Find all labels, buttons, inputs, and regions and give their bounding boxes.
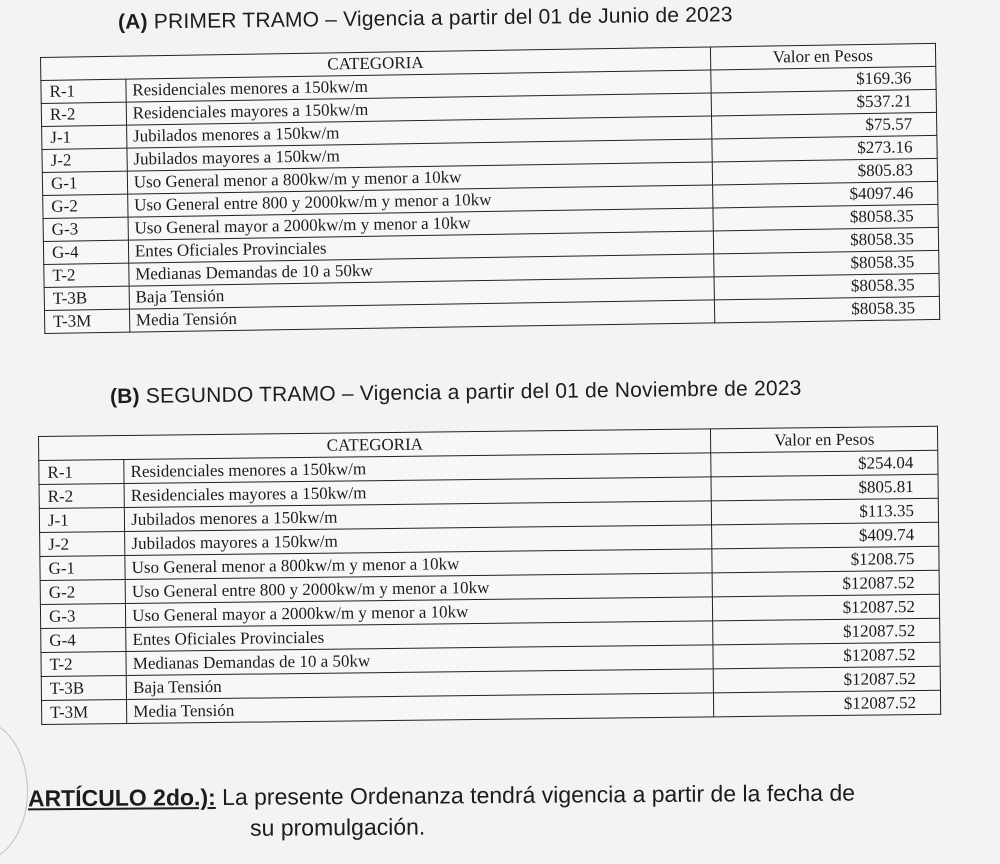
section-b-title — [110, 377, 802, 409]
category-description: Media Tensión — [129, 300, 714, 332]
header-valor: Valor en Pesos — [710, 43, 936, 70]
category-code: J-2 — [42, 148, 127, 172]
category-code: R-2 — [39, 484, 124, 509]
category-value: $537.21 — [711, 89, 937, 116]
category-value: $12087.52 — [714, 690, 941, 717]
category-code: J-1 — [39, 508, 124, 533]
category-value: $8058.35 — [713, 204, 939, 231]
category-description: Uso General mayor a 2000kw/m y menor a 10kw — [128, 208, 713, 240]
category-description: Uso General mayor a 2000kw/m y menor a 10kw — [126, 597, 714, 628]
category-code: T-2 — [44, 263, 129, 287]
tariff-table-primer-tramo — [40, 43, 940, 334]
category-code: T-2 — [41, 652, 126, 677]
category-value: $8058.35 — [714, 296, 940, 323]
category-code: T-3B — [44, 286, 129, 310]
articulo-text-line1: La presente Ordenanza tendrá vigencia a partir de la fecha de — [222, 779, 856, 810]
category-description: Jubilados mayores a 150kw/m — [125, 525, 713, 556]
articulo-text-line2: su promulgación. — [250, 813, 426, 841]
category-description: Jubilados mayores a 150kw/m — [127, 139, 712, 171]
header-valor: Valor en Pesos — [711, 426, 938, 453]
category-value: $12087.52 — [714, 666, 941, 693]
category-value: $805.83 — [712, 158, 938, 185]
category-code: R-2 — [41, 102, 126, 126]
category-value: $805.81 — [711, 474, 938, 501]
table-body — [41, 66, 940, 333]
category-value: $1208.75 — [712, 546, 939, 573]
category-description: Jubilados menores a 150kw/m — [126, 116, 711, 148]
category-value: $12087.52 — [713, 642, 940, 669]
category-value: $4097.46 — [712, 181, 938, 208]
category-description: Entes Oficiales Provinciales — [126, 621, 714, 652]
category-value: $8058.35 — [713, 250, 939, 277]
category-description: Residenciales menores a 150kw/m — [124, 453, 712, 484]
category-value: $169.36 — [710, 66, 936, 93]
category-code: T-3M — [42, 700, 127, 725]
category-description: Medianas Demandas de 10 a 50kw — [126, 645, 714, 676]
category-value: $254.04 — [711, 450, 938, 477]
section-b-label: (B) — [109, 384, 140, 409]
section-b-title-text: SEGUNDO TRAMO – Vigencia a partir del 01 de Noviembre de 2023 — [145, 376, 802, 408]
category-value: $12087.52 — [713, 594, 940, 621]
category-value: $8058.35 — [713, 227, 939, 254]
seal-stamp — [0, 720, 28, 862]
category-code: G-3 — [40, 604, 125, 629]
category-code: G-4 — [41, 628, 126, 653]
category-description: Baja Tensión — [129, 277, 714, 309]
section-a-title — [118, 3, 733, 35]
category-code: G-2 — [43, 194, 128, 218]
category-value: $113.35 — [712, 498, 939, 525]
category-code: J-2 — [40, 532, 125, 557]
category-code: T-3M — [44, 309, 129, 333]
table-body — [39, 450, 941, 724]
category-code: G-3 — [43, 217, 128, 241]
category-code: J-1 — [42, 125, 127, 149]
articulo-2do — [28, 777, 988, 846]
category-description: Residenciales mayores a 150kw/m — [126, 93, 711, 125]
category-code: G-4 — [43, 240, 128, 264]
category-description: Uso General entre 800 y 2000kw/m y menor a 10kw — [127, 185, 712, 217]
category-code: G-2 — [40, 580, 125, 605]
category-code: G-1 — [42, 171, 127, 195]
category-description: Entes Oficiales Provinciales — [128, 231, 713, 263]
category-description: Uso General menor a 800kw/m y menor a 10kw — [125, 549, 713, 580]
category-value: $12087.52 — [713, 618, 940, 645]
header-categoria: CATEGORIA — [41, 47, 711, 81]
category-code: G-1 — [40, 556, 125, 581]
category-code: R-1 — [41, 79, 126, 103]
section-a-title-text: PRIMER TRAMO – Vigencia a partir del 01 de Junio de 2023 — [153, 3, 733, 34]
category-value: $75.57 — [711, 112, 937, 139]
category-value: $8058.35 — [714, 273, 940, 300]
category-description: Baja Tensión — [126, 669, 714, 700]
articulo-label: ARTÍCULO 2do.): — [27, 784, 216, 812]
category-description: Media Tensión — [127, 693, 715, 724]
category-description: Residenciales mayores a 150kw/m — [124, 477, 712, 508]
category-value: $12087.52 — [713, 570, 940, 597]
category-value: $273.16 — [711, 135, 937, 162]
category-description: Jubilados menores a 150kw/m — [125, 501, 713, 532]
section-a-label: (A) — [117, 10, 148, 34]
category-description: Uso General entre 800 y 2000kw/m y menor a 10kw — [125, 573, 713, 604]
tariff-table-segundo-tramo — [38, 426, 941, 725]
category-value: $409.74 — [712, 522, 939, 549]
category-code: R-1 — [39, 460, 124, 485]
category-code: T-3B — [41, 676, 126, 701]
category-description: Residenciales menores a 150kw/m — [126, 70, 711, 102]
category-description: Medianas Demandas de 10 a 50kw — [129, 254, 714, 286]
header-categoria: CATEGORIA — [39, 429, 712, 461]
category-description: Uso General menor a 800kw/m y menor a 10kw — [127, 162, 712, 194]
